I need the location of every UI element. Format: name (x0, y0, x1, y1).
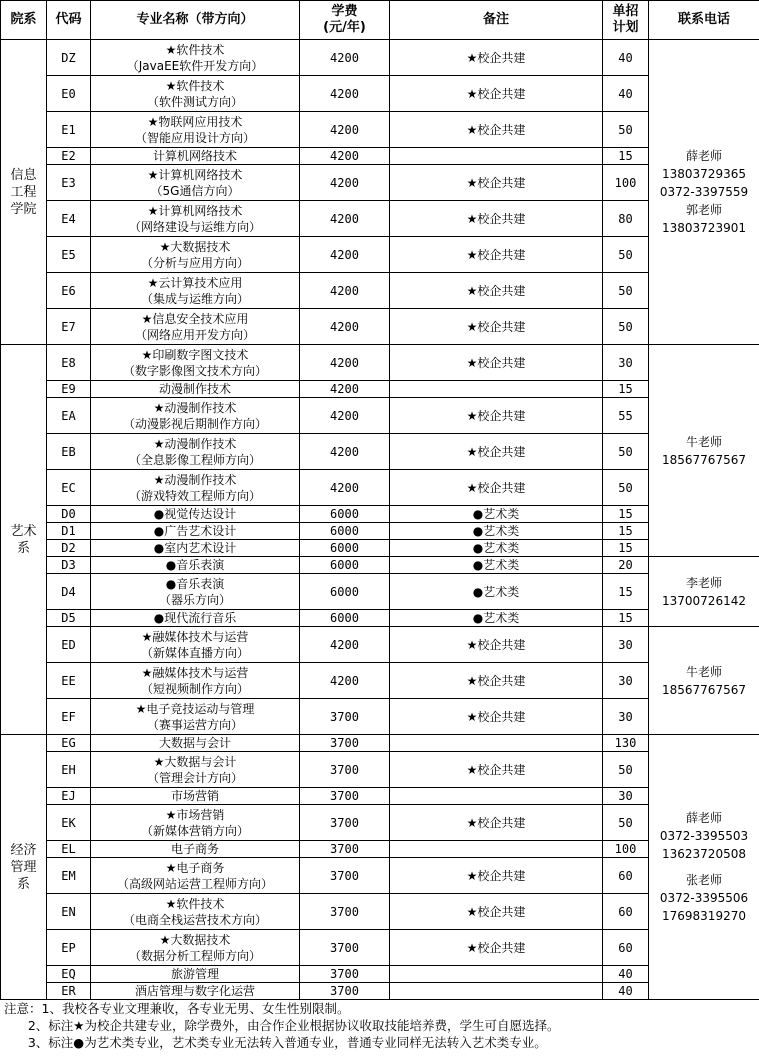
major-name-cell (91, 983, 300, 1000)
major-code: E5 (47, 237, 91, 273)
table-row (1, 40, 759, 76)
enrollment-plan: 50 (603, 434, 649, 470)
note-cell: ★校企共建 (390, 858, 603, 894)
major-name: 酒店管理与数字化运营 (134, 984, 255, 998)
table-row (1, 752, 759, 788)
tuition-fee: 4200 (300, 663, 390, 699)
enrollment-plan: 30 (603, 788, 649, 805)
note-cell: ●艺术类 (390, 574, 603, 610)
major-name-cell (91, 663, 300, 699)
note-cell: ●艺术类 (390, 523, 603, 540)
table-row (1, 735, 759, 752)
major-name-cell (91, 574, 300, 610)
major-name-cell (91, 540, 300, 557)
tuition-fee: 3700 (300, 841, 390, 858)
major-name: 电子商务 (170, 842, 219, 856)
major-name: ★动漫制作技术 (153, 472, 237, 487)
major-direction: （赛事运营方向） (146, 717, 243, 732)
major-name: ★动漫制作技术 (153, 400, 237, 415)
major-code: D1 (47, 523, 91, 540)
tuition-fee: 3700 (300, 788, 390, 805)
table-row (1, 381, 759, 398)
major-name: ★市场营销 (165, 807, 225, 822)
major-name: ★印刷数字图文技术 (141, 347, 249, 362)
contact-line: 13623720508 (662, 847, 746, 861)
note-cell: ★校企共建 (390, 76, 603, 112)
header-contact: 联系电话 (649, 1, 759, 40)
major-code: EC (47, 470, 91, 506)
tuition-fee: 4200 (300, 76, 390, 112)
major-code: E2 (47, 148, 91, 165)
major-name-cell (91, 805, 300, 841)
contact-line: 牛老师 (685, 434, 722, 449)
tuition-fee: 3700 (300, 858, 390, 894)
enrollment-plan: 60 (603, 858, 649, 894)
note-cell: ★校企共建 (390, 398, 603, 434)
header-code: 代码 (47, 1, 91, 40)
note-cell: ★校企共建 (390, 201, 603, 237)
major-name: 计算机网络技术 (152, 149, 237, 163)
major-code: EE (47, 663, 91, 699)
major-name-cell (91, 201, 300, 237)
tuition-fee: 4200 (300, 434, 390, 470)
note-cell: ★校企共建 (390, 894, 603, 930)
tuition-fee: 3700 (300, 752, 390, 788)
enrollment-plan: 30 (603, 663, 649, 699)
major-code: DZ (47, 40, 91, 76)
header-row (1, 1, 759, 40)
major-name: ●音乐表演 (165, 558, 225, 572)
major-code: D0 (47, 506, 91, 523)
major-direction: （软件测试方向） (146, 94, 243, 109)
table-row (1, 574, 759, 610)
major-name-cell (91, 699, 300, 735)
note-cell: ●艺术类 (390, 610, 603, 627)
tuition-fee: 6000 (300, 557, 390, 574)
major-code: E4 (47, 201, 91, 237)
table-row (1, 983, 759, 1000)
table-row (1, 930, 759, 966)
department-cell: 经济 管理 系 (1, 735, 47, 1000)
table-row (1, 506, 759, 523)
enrollment-plan: 30 (603, 627, 649, 663)
major-name: ★计算机网络技术 (147, 167, 243, 182)
tuition-fee: 4200 (300, 470, 390, 506)
enrollment-plan: 60 (603, 930, 649, 966)
major-direction: （游戏特效工程师方向） (128, 488, 261, 503)
major-name: ★电子竞技运动与管理 (135, 701, 255, 716)
major-code: D5 (47, 610, 91, 627)
note-cell: ★校企共建 (390, 434, 603, 470)
tuition-fee: 4200 (300, 112, 390, 148)
note-cell: ★校企共建 (390, 805, 603, 841)
table-row (1, 273, 759, 309)
enrollment-plan: 130 (603, 735, 649, 752)
contact-line: 薛老师 (685, 149, 722, 163)
tuition-fee: 4200 (300, 398, 390, 434)
major-code: E3 (47, 165, 91, 201)
header-fee: 学费 (元/年) (300, 1, 390, 40)
major-name: ★云计算技术应用 (147, 275, 243, 290)
major-direction: （网络建设与运维方向） (128, 219, 261, 234)
major-name: ★动漫制作技术 (153, 436, 237, 451)
tuition-fee: 4200 (300, 381, 390, 398)
table-row (1, 434, 759, 470)
enrollment-plan: 60 (603, 894, 649, 930)
major-code: ED (47, 627, 91, 663)
tuition-fee: 4200 (300, 345, 390, 381)
major-name-cell (91, 610, 300, 627)
note-cell (390, 841, 603, 858)
department-cell: 信息 工程 学院 (1, 40, 47, 345)
major-name-cell (91, 398, 300, 434)
table-row (1, 237, 759, 273)
note-cell: ★校企共建 (390, 752, 603, 788)
table-row (1, 699, 759, 735)
note-cell (390, 966, 603, 983)
major-direction: （短视频制作方向） (140, 681, 249, 696)
table-row (1, 148, 759, 165)
note-cell: ●艺术类 (390, 540, 603, 557)
major-name-cell (91, 470, 300, 506)
major-direction: （器乐方向） (158, 592, 231, 607)
tuition-fee: 3700 (300, 930, 390, 966)
tuition-fee: 6000 (300, 523, 390, 540)
tuition-fee: 6000 (300, 506, 390, 523)
contact-line: 13803723901 (662, 221, 746, 235)
contact-line: 李老师 (685, 575, 722, 590)
enrollment-plan: 50 (603, 752, 649, 788)
major-direction: （新媒体直播方向） (140, 645, 249, 660)
tuition-fee: 3700 (300, 966, 390, 983)
major-direction: （动漫影视后期制作方向） (122, 416, 267, 431)
table-row (1, 523, 759, 540)
major-name-cell (91, 752, 300, 788)
contact-line: 牛老师 (685, 664, 722, 679)
major-name-cell (91, 788, 300, 805)
note-cell (390, 735, 603, 752)
major-name: ★大数据与会计 (153, 754, 237, 769)
contact-line: 18567767567 (662, 452, 746, 467)
major-name: 旅游管理 (170, 967, 219, 981)
notes-section (0, 1000, 759, 1051)
table-row (1, 557, 759, 574)
contact-cell (649, 735, 759, 1000)
major-code: E0 (47, 76, 91, 112)
contact-line: 18567767567 (662, 682, 746, 697)
contact-line: 0372-3397559 (659, 185, 749, 199)
major-code: EB (47, 434, 91, 470)
enrollment-plan: 40 (603, 76, 649, 112)
enrollment-plan: 15 (603, 610, 649, 627)
contact-line: 张老师 (685, 873, 722, 887)
table-row (1, 788, 759, 805)
tuition-fee: 3700 (300, 735, 390, 752)
table-row (1, 76, 759, 112)
major-direction: （新媒体营销方向） (140, 823, 249, 838)
tuition-fee: 6000 (300, 540, 390, 557)
tuition-fee: 6000 (300, 574, 390, 610)
major-code: ER (47, 983, 91, 1000)
major-name-cell (91, 894, 300, 930)
major-direction: （网络应用开发方向） (134, 327, 255, 342)
contact-line: 13700726142 (662, 593, 746, 608)
major-name-cell (91, 557, 300, 574)
major-name-cell (91, 523, 300, 540)
enrollment-plan: 20 (603, 557, 649, 574)
header-note: 备注 (390, 1, 603, 40)
major-name: ★物联网应用技术 (147, 114, 243, 129)
major-name: ●视觉传达设计 (153, 507, 237, 521)
enrollment-plan: 15 (603, 540, 649, 557)
enrollment-plan: 30 (603, 345, 649, 381)
major-name: ●广告艺术设计 (153, 524, 237, 538)
table-row (1, 894, 759, 930)
enrollment-plan: 50 (603, 237, 649, 273)
enrollment-plan: 40 (603, 966, 649, 983)
major-code: EJ (47, 788, 91, 805)
major-code: E1 (47, 112, 91, 148)
enrollment-plan: 15 (603, 148, 649, 165)
major-name-cell (91, 165, 300, 201)
major-name-cell (91, 148, 300, 165)
table-row (1, 805, 759, 841)
major-code: E6 (47, 273, 91, 309)
contact-line: 13803729365 (662, 167, 746, 181)
note-cell: ★校企共建 (390, 237, 603, 273)
tuition-fee: 3700 (300, 894, 390, 930)
major-name-cell (91, 345, 300, 381)
header-major: 专业名称（带方向） (91, 1, 300, 40)
tuition-fee: 4200 (300, 237, 390, 273)
note-cell: ★校企共建 (390, 699, 603, 735)
major-code: D2 (47, 540, 91, 557)
major-name-cell (91, 76, 300, 112)
enrollment-plan: 30 (603, 699, 649, 735)
major-name: ★电子商务 (165, 860, 225, 875)
major-code: EN (47, 894, 91, 930)
note-cell: ★校企共建 (390, 112, 603, 148)
contact-line: 0372-3395506 (659, 891, 749, 905)
major-name-cell (91, 273, 300, 309)
major-name: ★大数据技术 (159, 239, 231, 254)
major-name: ★信息安全技术应用 (141, 311, 249, 326)
major-direction: （集成与运维方向） (140, 291, 249, 306)
table-row (1, 112, 759, 148)
major-name-cell (91, 966, 300, 983)
major-direction: （高级网站运营工程师方向） (116, 876, 273, 891)
major-name: 动漫制作技术 (158, 382, 231, 396)
major-direction: （分析与应用方向） (140, 255, 249, 270)
note-line: 3、标注●为艺术类专业，艺术类专业无法转入普通专业，普通专业同样无法转入艺术类专业。 (4, 1035, 547, 1050)
major-name: ★计算机网络技术 (147, 203, 243, 218)
major-code: E9 (47, 381, 91, 398)
note-cell (390, 983, 603, 1000)
tuition-fee: 3700 (300, 805, 390, 841)
enrollment-plan: 80 (603, 201, 649, 237)
major-name: ★大数据技术 (159, 932, 231, 947)
note-cell (390, 148, 603, 165)
major-name-cell (91, 627, 300, 663)
table-row (1, 663, 759, 699)
contact-line: 郭老师 (685, 203, 722, 217)
major-name-cell (91, 735, 300, 752)
major-name-cell (91, 381, 300, 398)
major-name: ★软件技术 (165, 42, 225, 57)
table-row (1, 858, 759, 894)
table-row (1, 610, 759, 627)
contact-cell (649, 627, 759, 735)
major-direction: （智能应用设计方向） (134, 130, 255, 145)
table-row (1, 165, 759, 201)
contact-line: 0372-3395503 (659, 829, 749, 843)
tuition-fee: 4200 (300, 201, 390, 237)
table-row (1, 627, 759, 663)
tuition-fee: 4200 (300, 148, 390, 165)
note-cell: ★校企共建 (390, 309, 603, 345)
major-direction: （数据分析工程师方向） (128, 948, 261, 963)
note-cell: ●艺术类 (390, 506, 603, 523)
major-name-cell (91, 841, 300, 858)
department-cell: 艺术 系 (1, 345, 47, 735)
major-code: E8 (47, 345, 91, 381)
enrollment-plan: 40 (603, 40, 649, 76)
note-line: 注意：1、我校各专业文理兼收，各专业无男、女生性别限制。 (4, 1001, 350, 1016)
major-code: EG (47, 735, 91, 752)
contact-cell (649, 40, 759, 345)
note-cell: ★校企共建 (390, 40, 603, 76)
table-row (1, 345, 759, 381)
tuition-fee: 4200 (300, 165, 390, 201)
tuition-fee: 3700 (300, 699, 390, 735)
major-code: D3 (47, 557, 91, 574)
table-row (1, 540, 759, 557)
table-row (1, 470, 759, 506)
major-code: EM (47, 858, 91, 894)
major-code: EH (47, 752, 91, 788)
major-name: ●现代流行音乐 (153, 611, 237, 625)
enrollment-plan: 40 (603, 983, 649, 1000)
major-direction: （数字影像图文技术方向） (122, 363, 267, 378)
contact-cell (649, 557, 759, 627)
major-name: ●室内艺术设计 (153, 541, 237, 555)
table-row (1, 398, 759, 434)
enrollment-plan: 50 (603, 112, 649, 148)
major-name-cell (91, 858, 300, 894)
major-code: EK (47, 805, 91, 841)
note-cell: ★校企共建 (390, 273, 603, 309)
table-row (1, 201, 759, 237)
enrollment-plan: 50 (603, 273, 649, 309)
note-line: 2、标注★为校企共建专业，除学费外，由合作企业根据协议收取技能培养费，学生可自愿选择。 (4, 1018, 560, 1033)
enrollment-plan: 100 (603, 841, 649, 858)
major-direction: （电商全栈运营技术方向） (122, 912, 267, 927)
header-plan: 单招 计划 (603, 1, 649, 40)
enrollment-plan: 15 (603, 523, 649, 540)
major-name: ●音乐表演 (165, 576, 225, 591)
major-name-cell (91, 434, 300, 470)
major-code: EL (47, 841, 91, 858)
major-code: EQ (47, 966, 91, 983)
note-cell: ●艺术类 (390, 557, 603, 574)
contact-cell (649, 345, 759, 557)
major-name: ★软件技术 (165, 78, 225, 93)
note-cell (390, 788, 603, 805)
major-name-cell (91, 506, 300, 523)
major-name: ★软件技术 (165, 896, 225, 911)
major-name: 大数据与会计 (158, 736, 231, 750)
major-code: E7 (47, 309, 91, 345)
major-code: EP (47, 930, 91, 966)
table-row (1, 309, 759, 345)
tuition-fee: 4200 (300, 40, 390, 76)
enrollment-plan: 50 (603, 805, 649, 841)
major-name: 市场营销 (170, 789, 219, 803)
enrollment-plan: 15 (603, 381, 649, 398)
enrollment-plan: 15 (603, 574, 649, 610)
tuition-fee: 4200 (300, 273, 390, 309)
major-name: ★融媒体技术与运营 (141, 629, 249, 644)
tuition-fee: 4200 (300, 627, 390, 663)
header-dept: 院系 (1, 1, 47, 40)
major-name-cell (91, 930, 300, 966)
enrollment-plan: 15 (603, 506, 649, 523)
note-cell: ★校企共建 (390, 930, 603, 966)
major-name-cell (91, 237, 300, 273)
major-code: EA (47, 398, 91, 434)
contact-line: 17698319270 (662, 909, 746, 923)
table-row (1, 841, 759, 858)
major-direction: （5G通信方向） (150, 183, 240, 198)
enrollment-plan: 50 (603, 309, 649, 345)
contact-line: 薛老师 (685, 811, 722, 825)
tuition-fee: 6000 (300, 610, 390, 627)
major-direction: （JavaEE软件开发方向） (126, 58, 264, 73)
tuition-fee: 4200 (300, 309, 390, 345)
major-name-cell (91, 309, 300, 345)
table-row (1, 966, 759, 983)
major-direction: （管理会计方向） (146, 770, 243, 785)
enrollment-plan: 55 (603, 398, 649, 434)
contact-line (649, 863, 759, 871)
major-code: D4 (47, 574, 91, 610)
note-cell: ★校企共建 (390, 663, 603, 699)
enrollment-plan: 50 (603, 470, 649, 506)
note-cell (390, 381, 603, 398)
note-cell: ★校企共建 (390, 165, 603, 201)
major-name: ★融媒体技术与运营 (141, 665, 249, 680)
major-name-cell (91, 112, 300, 148)
major-direction: （全息影像工程师方向） (128, 452, 261, 467)
note-cell: ★校企共建 (390, 345, 603, 381)
tuition-fee: 3700 (300, 983, 390, 1000)
note-cell: ★校企共建 (390, 627, 603, 663)
major-name-cell (91, 40, 300, 76)
major-code: EF (47, 699, 91, 735)
note-cell: ★校企共建 (390, 470, 603, 506)
enrollment-plan: 100 (603, 165, 649, 201)
